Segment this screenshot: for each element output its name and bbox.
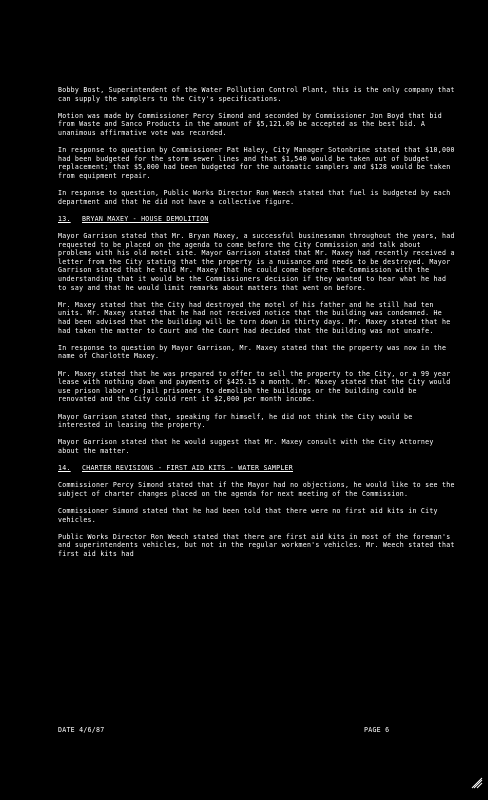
paragraph: In response to question by Mayor Garrison, Mr. Maxey stated that the property was now in the name of Charlotte Maxey. xyxy=(58,343,447,361)
paragraph: Mr. Maxey stated that he was prepared to offer to sell the property to the City, or a 99 year lease with nothing down and payments of $425.15 a month. Mr. Maxey stated that the City would use prison labor or jail prisoners to demolish the buildings or the building could be renovated and the City could rent it $2,000 per month income. xyxy=(58,369,451,404)
section-number: 13. xyxy=(58,214,71,223)
scan-artifact xyxy=(470,776,484,790)
document-page xyxy=(58,86,458,567)
paragraph: In response to question, Public Works Director Ron Weech stated that fuel is budgeted by each department and that he did not have a collective figure. xyxy=(58,189,451,206)
paragraph: Motion was made by Commissioner Percy Simond and seconded by Commissioner Jon Boyd that bid from Waste and Sanco Products in the amount of $5,121.00 be accepted as the best bid. A unanimous affirmative vote was recorded. xyxy=(58,111,442,137)
paragraph: Mayor Garrison stated that Mr. Bryan Maxey, a successful businessman throughout the years, had requested to be placed on the agenda to come before the City Commission and talk about problems with his old motel site. Mayor Garrison stated that Mr. Maxey had recently received a letter from the City stating that the property is a nuisance and needs to be destroyed. Mayor Garrison stated that he told Mr. Maxey that he could come before the Commission with the understanding that it would be the Commissioners decision if they wanted to hear what he had to say and that he would limit remarks about matters that went on before. xyxy=(58,232,455,292)
footer-page-number: PAGE 6 xyxy=(364,726,390,734)
paragraph: Bobby Bost, Superintendent of the Water Pollution Control Plant, this is the only company that can supply the samplers to the City's specifications. xyxy=(58,86,455,103)
footer-date: DATE 4/6/87 xyxy=(58,726,105,734)
section-heading-13 xyxy=(58,215,458,224)
section-title: BRYAN MAXEY - HOUSE DEMOLITION xyxy=(82,214,209,223)
paragraph: Commissioner Percy Simond stated that if the Mayor had no objections, he would like to see the subject of charter changes placed on the agenda for next meeting of the Commission. xyxy=(58,481,455,498)
paragraph: Public Works Director Ron Weech stated that there are first aid kits in most of the foreman's and superintendents vehicles, but not in the regular workmen's vehicles. Mr. Weech stated that first aid kits had xyxy=(58,532,455,559)
paragraph: Mr. Maxey stated that the City had destroyed the motel of his father and he still had ten units. Mr. Maxey stated that he had not received notice that the building was condemned. He had been advised that the building will be torn down in thirty days. Mr. Maxey stated that he had taken the matter to Court and the Court had decided that the building was not unsafe. xyxy=(58,300,451,335)
paragraph: Mayor Garrison stated that, speaking for himself, he did not think the City would be interested in leasing the property. xyxy=(58,412,413,430)
paragraph: Mayor Garrison stated that he would suggest that Mr. Maxey consult with the City Attorney about the matter. xyxy=(58,438,434,455)
paragraph: In response to question by Commissioner Pat Haley, City Manager Sotonbrine stated that $10,000 had been budgeted for the storm sewer lines and that $1,540 would be taken out of budget replacement; that $5,000 had been budgeted for the automatic samplers and $128 would be taken from equipment repair. xyxy=(58,146,455,180)
paragraph: Commissioner Simond stated that he had been told that there were no first aid kits in City vehicles. xyxy=(58,507,438,524)
section-heading-14 xyxy=(58,464,458,473)
section-title: CHARTER REVISIONS - FIRST AID KITS - WATER SAMPLER xyxy=(82,464,293,473)
section-number: 14. xyxy=(58,464,71,473)
